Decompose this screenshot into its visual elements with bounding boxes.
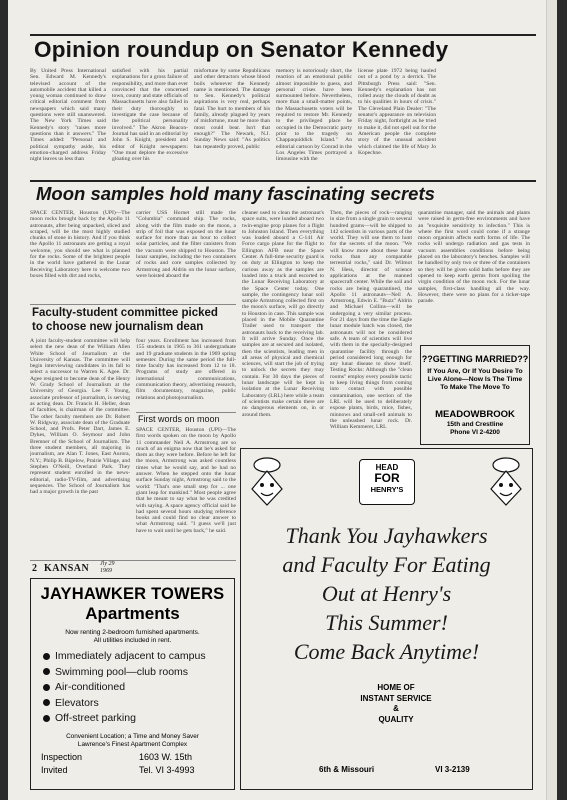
section-rule [30,180,536,182]
henrys-quality: QUALITY [378,714,414,724]
opinion-col-5: license plate 1972 being hauled out of a pond by a derrick. The Pittsburgh Press said: "Sen. Kennedy's explanation has not rolled away the clouds of doubt as to his qualities in hours of crisis." The Cleveland Plain Dealer: "The senator's appearance on television Friday night, forthright as he tried to make it, did not spell out for the American people the complete story of the unusual accident which claimed the life of Mary Jo Kopechne. [358,68,436,156]
henrys-phone: VI 3-2139 [435,765,470,774]
faculty-headline-1: Faculty-student committee picked [32,307,218,319]
page-binding-edge [546,0,557,800]
married-ad-headline: ??GETTING MARRIED?? [421,354,529,364]
married-ad-body: If You Are, Or If You Desire To Live Alone—Now Is The Time To Make The Move To [427,368,523,392]
opinion-col-2: satisfied with his partial explanations for a gross failure of responsibility, and more than ever convinced that the concerned town, county and state officials of Massachusetts have also failed in their duty thoroughly to investigate the case because of the political personality involved." The Akron Beacon-Journal has said in an editorial by John S. Knight, president and editor of Knight newspapers: "One must deplore the excessive gloating over his [112,68,188,163]
towers-invited-label: Invited [41,764,68,775]
chef-mascot-left-icon [247,455,287,507]
moon-col-2: carrier USS Hornet still made the "Columbia" command ship. The rocks, along with the film made on the moon, a strip of foil that was exposed on the lunar surface for more than an hour to collect solar particles, and the filter canisters from the vacuum were shipped to Houston. The lunar samples, including the two containers of rocks and core samples collected by Armstrong and Aldrin on the lunar surface, were hoisted aboard the [136,210,236,279]
bullet-icon [43,653,50,660]
towers-address: 1603 W. 15th [139,752,193,762]
henrys-home-of: HOME OF [377,683,415,692]
henrys-line-2: and Faculty For Eating [282,552,491,577]
chef-mascot-right-icon [486,455,526,507]
folio-page-number: 2 [32,563,37,574]
henrys-line-4: This Summer! [325,610,448,635]
logo-text-henrys: HENRY'S [370,485,404,494]
henrys-line-5: Come Back Anytime! [293,639,480,664]
opinion-col-4: memory is notoriously short, the reaction of an emotional public almost impossible to guess, and personal crises have been surmounted before. Nevertheless, more than a small-matter points, the Massachusetts voters will be required to restore Mr. Kennedy to the privileged place he occupied in the Democratic party prior to the tragedy on Chappaquiddick Island." An editorial cartoon by Conrad in the Los Angeles Times portrayed a limousine with the [276,68,352,163]
henrys-ad [240,448,533,790]
folio-date-line-2: 1969 [100,567,112,574]
newspaper-page [8,0,557,800]
towers-phone: Tel. VI 3-4993 [139,764,195,775]
top-rule [30,34,536,36]
folio-paper-name: KANSAN [44,563,90,574]
married-ad-name: MEADOWBROOK [435,409,515,420]
moon-col-1: SPACE CENTER, Houston (UPI)—The moon rocks brought back by the Apollo 11 astronauts, after being unpacked, sliced and scraped, will be the most highly studied chunks of stone in history. And if you think the Apollo 11 astronauts are getting a royal welcome, you should see what is planned for the rocks. Some of the brightest people in the world have gathered in the Lunar Receiving Laboratory here to welcome two boxes filled with dirt and rocks, [30,210,130,279]
head-for-henrys-logo [359,459,415,505]
towers-feature-item: Air-conditioned [43,680,206,696]
towers-feature-item: Off-street parking [43,711,206,727]
faculty-headline-2: to choose new journalism dean [32,321,204,333]
towers-feature-item: Swimming pool—club rooms [43,665,206,681]
married-ad [420,345,530,445]
first-words-rule [136,412,236,413]
towers-footer-line-2: Lawrence's Finest Apartment Complex [77,740,188,748]
henrys-line-1: Thank You Jayhawkers [285,523,488,548]
henrys-ampersand: & [393,704,399,713]
bullet-icon [43,699,50,706]
towers-feature-list [43,649,206,727]
towers-title-line-1: JAYHAWKER TOWERS [40,585,225,603]
towers-feature-item: Elevators [43,696,206,712]
logo-text-head: HEAD [375,463,399,472]
faculty-col-1: A joint faculty-student committee will help select the new dean of the William Allen White School of Journalism at the University of Kansas. The committee will begin interviewing candidates in its fall to select a successor to Warren K. Agee. Dr. Agee resigned to become dean of the Henry W. Grady School of Journalism at the University of Georgia. Lee F. Young, associate professor of journalism, is serving as acting dean. Dr. Francis H. Heller, dean of faculties, is chairman of the committee. The other faculty members are Dr. Robert W. Ridgway, associate dean of the Graduate School, and Profs. Peter Dart, James E. Dykes, William O. Seymour and John Bremner of the School of Journalism. The three student members, all majoring in journalism, are Alan T. Jones, East Aurora, N.Y.; Philip B. Bigelow, Prairie Village, and Stephen O'Neill, Overland Park. They represent student enrolled in the news-editorial, radio-TV-film, and advertising sequences. The School of Journalism has had a major growth in the past [30,338,130,496]
first-words-headline: First words on moon [138,414,220,424]
towers-feature-item: Immediately adjacent to campus [43,649,206,665]
opinion-col-1: By United Press International Sen. Edward M. Kennedy's televised account of the automobile accident that killed a young woman continued to draw critical editorial comment from newspapers which said many questions were still unanswered. The New York Times said Kennedy's story "raises more questions than it answers." The Times added: "Personal and political sympathy aside, his emotion-charged address Friday night leaves us less than [30,68,106,163]
opinion-headline: Opinion roundup on Senator Kennedy [34,37,449,62]
bullet-icon [43,684,50,691]
opinion-col-3: misfortune by some Republicans and other detractors whose blood boils whenever the Kennedy name is mentioned. The damage to Sen. Kennedy's political aspirations is very real, perhaps fatal. The hurt to members of his family, already plagued by years of misfortune, must be more than most could bear. Isn't that enough?" The Newark, N.J. Sunday News said: "As politics has repeatedly proved, public [194,68,270,150]
towers-intro-line-2: All utilities included in rent. [93,637,172,644]
folio-rule [30,560,236,561]
towers-footer-line-1: Convenient Location; a Time and Money Saver [66,733,199,740]
faculty-rule [30,304,236,305]
towers-inspection-label: Inspection [41,752,83,762]
bullet-icon [43,715,50,722]
henrys-line-3: Out at Henry's [321,581,452,606]
henrys-address: 6th & Missouri [319,765,375,774]
henrys-instant-service: INSTANT SERVICE [360,693,432,703]
first-words-text: SPACE CENTER, Houston (UPI)—The first words spoken on the moon by Apollo 11 commander Neil A. Armstrong are so much of an enigma now that he's asked for them as they were before. Before he left for the moon, Armstrong was asked countless times what he would say, and he had no answer. When he stepped onto the lunar surface Sunday night, Armstrong said to the world: "That's one small step for ... one giant leap for mankind." Most people agree that he meant to say what he was credited with saying. A space agency official said he had spent several hours studying reference books and could find no clear answer to what Armstrong said. "I guess we'll just have to wait until he gets back," he said. [136,427,236,534]
moon-col-5: quarantine manager, said the animals and plants were raised in germ-free environments and have an "exquisite sensitivity to infection." This is where the first word could come if a strange moon organism affects earth forms of life. The rocks will undergo radiation and gas tests in vacuum assemblies conditions before being placed on the laboratory's benches. Samples will be handled by only two or three of the containers so they will be given solid baths before they are opened to keep earth germs from spoiling the virgin condition of the moon rock. For the lunar samples, first-class handling all the way. However, there were no plans for a ticker-tape parade. [418,210,530,305]
married-ad-address: 15th and Crestline [446,421,504,428]
bullet-icon [43,668,50,675]
towers-title-line-2: Apartments [85,604,180,623]
jayhawker-towers-ad [30,578,235,790]
moon-col-3: cleaner used to clean the astronaut's space suits, were loaded aboard two twin-engine prop planes for a flight to Johnston Island. Then everything was loaded aboard a C-141 Air Force cargo plane for the flight to Ellington AFB near the Space Center. A full-time security guard is on duty at Ellington to keep the curious away as the samples are loaded into a truck and escorted to the Lunar Receiving Laboratory at the Space Center today. One sample, the contingency lunar soil sample Armstrong collected first on the moon's surface, will go directly to Houston in case. This sample was placed in the Mobile Quarantine Trailer used to transport the astronauts back to the receiving lab. It will arrive Sunday. Once the samples are at secured and isolated, then the scientists, leading men in all areas of physical and chemical sciences, will start the job of trying to unlock the secrets they may contain. For 30 days the pieces of lunar landscape will be kept in isolation at the Lunar Receiving Laboratory (LRL) here while a team of scientists make certain there are no dangerous elements on, in or around them. [242,210,324,418]
married-ad-phone: Phone VI 2-4200 [450,429,500,436]
logo-text-for: FOR [374,471,400,485]
towers-intro-line-1: Now renting 2-bedroom furnished apartments. [65,629,200,636]
faculty-col-2: four years. Enrollment has increased from 155 students in 1965 to 361 undergraduate and 19 graduate students in the 1969 spring semester. During the same period the full-time faculty has increased from 12 to 18. Programs of study are offered in international communications, communication theory, advertising research, film documentary, magazine, public relations and photojournalism. [136,338,236,401]
moon-headline: Moon samples hold many fascinating secrets [36,183,435,204]
folio-date-line-1: Jly 29 [100,561,115,567]
moon-col-4: Then, the pieces of rock—ranging in size from a single grain to several hundred grams—will be shipped to 142 scientists in various parts of the world. They will use them to hunt for the secrets of the moon. "We will know more about these lunar rocks than any comparable terrestrial rocks," said Dr. Wilmot N. Hess, director of science applications at the manned spacecraft center. While the soil and rocks are being quarantined, the Apollo 11 astronauts—Neil A. Armstrong, Edwin E. "Buzz" Aldrin and Michael Collins—will be undergoing a very similar process. For 21 days from the time the Eagle lunar module hatch was closed, the astronauts will not be considered safe. A team of scientists will live with them in the specially-designed quarantine facility through the period considered long enough for any lunar disease to show itself. Testing Rocks: Although the "clean rooms" employ every possible tactic to keep living things from coming into contact with possible contamination, one section of the LRL will be used to deliberately expose plants, birds, mice, fishes, minnows and small-cell animals to the unleashed lunar rock. Dr. William Kemmerer, LRL [330,210,412,431]
